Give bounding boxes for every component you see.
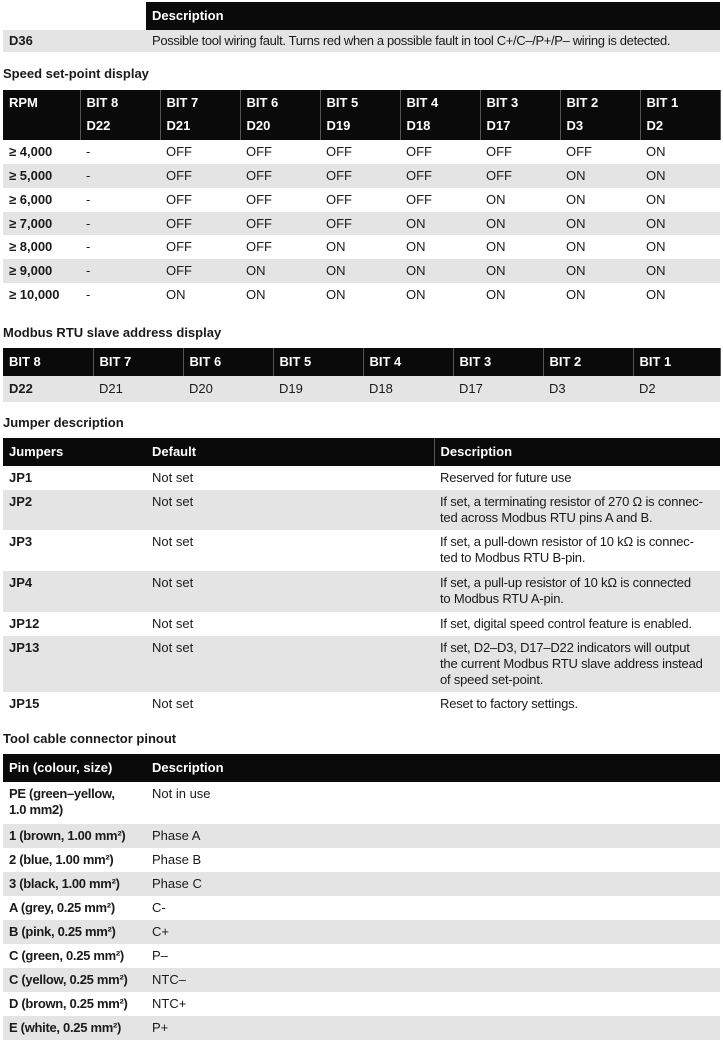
table-header-row [3, 438, 720, 466]
column-header: BIT 3 [453, 348, 543, 376]
rpm-cell: ≥ 10,000 [9, 287, 60, 302]
table-header-row [3, 90, 720, 116]
column-header: BIT 4 [400, 90, 480, 116]
table-header-row [3, 2, 720, 30]
description-cell [434, 692, 720, 716]
table-row [3, 140, 720, 164]
default-cell: Not set [146, 636, 434, 692]
pinout-table-title: Tool cable connector pinout [3, 731, 177, 746]
column-header: Description [146, 754, 720, 782]
description-cell [434, 466, 720, 490]
column-subheader: D21 [160, 116, 240, 140]
pin-line: B (pink, 0.25 mm²) [9, 924, 116, 939]
column-header: BIT 7 [93, 348, 183, 376]
bit-state-cell: OFF [160, 164, 240, 188]
table-header-row [3, 116, 720, 140]
pin-line: D (brown, 0.25 mm²) [9, 996, 128, 1011]
indicator-cell: D22 [3, 376, 93, 402]
description-cell [434, 636, 720, 692]
table-row [3, 30, 720, 52]
bit-state-cell: OFF [166, 239, 192, 254]
bit-state-cell: OFF [326, 192, 352, 207]
bit-state-cell: OFF [320, 164, 400, 188]
description-cell: Phase C [146, 872, 720, 896]
table-row [3, 466, 720, 490]
column-header: BIT 8 [80, 90, 160, 116]
indicator-cell: D21 [93, 376, 183, 402]
default-cell: Not set [152, 696, 194, 711]
description-line: to Modbus RTU A-pin. [440, 591, 564, 606]
indicator-cell: D2 [633, 376, 720, 402]
pin-cell [3, 992, 146, 1016]
bit-state-cell: ON [646, 287, 666, 302]
default-cell: Not set [146, 571, 434, 612]
modbus-table-title: Modbus RTU slave address display [3, 325, 222, 340]
bit-state-cell: OFF [406, 192, 432, 207]
column-header: BIT 2 [543, 348, 633, 376]
table-row [3, 212, 720, 235]
column-header: Description [434, 438, 720, 466]
bit-state-cell: OFF [566, 144, 592, 159]
pin-cell [3, 872, 146, 896]
pin-line: E (white, 0.25 mm²) [9, 1020, 122, 1035]
bit-state-cell: - [86, 192, 91, 207]
bit-state-cell: - [86, 287, 91, 302]
column-subheader: D20 [240, 116, 320, 140]
pinout-table [3, 754, 720, 1040]
table-row [3, 1016, 720, 1040]
pin-cell [3, 896, 146, 920]
bit-state-cell: ON [646, 239, 666, 254]
table-row [3, 164, 720, 188]
bit-state-cell: ON [480, 259, 560, 283]
jumper-description-table [3, 438, 720, 716]
bit-state-cell: ON [400, 212, 480, 235]
bit-state-cell: OFF [486, 144, 512, 159]
table-row [3, 188, 720, 212]
table-row [3, 612, 720, 636]
description-line: of speed set-point. [440, 672, 544, 687]
description-cell: Not in use [152, 786, 211, 801]
description-cell: NTC– [146, 968, 720, 992]
jumper-cell: JP12 [9, 616, 40, 631]
table-row [3, 235, 720, 259]
speed-table-title: Speed set-point display [3, 66, 149, 81]
column-subheader: D19 [320, 116, 400, 140]
description-cell: C+ [146, 920, 720, 944]
column-subheader: D3 [560, 116, 640, 140]
column-header: BIT 6 [240, 90, 320, 116]
jumper-cell: JP3 [9, 534, 33, 549]
jumper-cell: JP15 [9, 696, 40, 711]
indicator-cell: D18 [363, 376, 453, 402]
description-cell [434, 612, 720, 636]
pin-cell [3, 944, 146, 968]
description-line: ted across Modbus RTU pins A and B. [440, 510, 653, 525]
column-subheader: D22 [80, 116, 160, 140]
column-header: BIT 8 [3, 348, 93, 376]
bit-state-cell: OFF [400, 164, 480, 188]
bit-state-cell: ON [646, 144, 666, 159]
jumper-table-title: Jumper description [3, 415, 124, 430]
bit-state-cell: ON [406, 239, 426, 254]
bit-state-cell: ON [560, 212, 640, 235]
bit-state-cell: OFF [240, 164, 320, 188]
table-row [3, 992, 720, 1016]
bit-state-cell: OFF [246, 239, 272, 254]
column-header: BIT 6 [183, 348, 273, 376]
indicator-cell: D20 [183, 376, 273, 402]
pin-cell [3, 968, 146, 992]
description-cell [434, 530, 720, 571]
table-row [3, 782, 720, 824]
table-row [3, 376, 720, 402]
column-header: BIT 4 [363, 348, 453, 376]
description-line: If set, a pull-up resistor of 10 kΩ is connected [440, 575, 691, 590]
bit-state-cell: - [80, 164, 160, 188]
pin-line: A (grey, 0.25 mm²) [9, 900, 115, 915]
description-cell: P+ [146, 1016, 720, 1040]
pin-line: C (green, 0.25 mm²) [9, 948, 124, 963]
pin-line: 2 (blue, 1.00 mm²) [9, 852, 114, 867]
bit-state-cell: ON [640, 259, 720, 283]
bit-state-cell: ON [640, 212, 720, 235]
description-cell: C- [152, 900, 166, 915]
table-row [3, 920, 720, 944]
indicator-cell: D19 [273, 376, 363, 402]
description-line: the current Modbus RTU slave address instead [440, 656, 703, 671]
table-row [3, 530, 720, 571]
bit-state-cell: ON [486, 192, 506, 207]
bit-state-cell: OFF [406, 144, 432, 159]
bit-state-cell: - [86, 239, 91, 254]
column-header: Jumpers [3, 438, 146, 466]
pin-cell [3, 824, 146, 848]
description-cell: P– [152, 948, 168, 963]
bit-state-cell: - [80, 212, 160, 235]
bit-state-cell: ON [646, 192, 666, 207]
default-cell: Not set [146, 490, 434, 530]
description-cell: Phase A [146, 824, 720, 848]
table-row [3, 692, 720, 716]
speed-setpoint-table [3, 90, 721, 307]
pin-line: PE (green–yellow, [9, 786, 115, 801]
table-row [3, 571, 720, 612]
description-cell: Phase B [152, 852, 202, 867]
description-cell [434, 571, 720, 612]
rpm-cell: ≥ 6,000 [9, 192, 53, 207]
pin-cell [3, 1016, 146, 1040]
table-row [3, 824, 720, 848]
pin-cell [3, 848, 146, 872]
bit-state-cell: - [80, 259, 160, 283]
column-header: BIT 3 [480, 90, 560, 116]
blank-header-cell [3, 2, 146, 30]
column-subheader: D17 [480, 116, 560, 140]
pin-line: 3 (black, 1.00 mm²) [9, 876, 120, 891]
description-line: Reset to factory settings. [440, 696, 578, 711]
bit-state-cell: ON [326, 287, 346, 302]
column-header: BIT 5 [320, 90, 400, 116]
bit-state-cell: ON [566, 192, 586, 207]
column-header: Description [146, 2, 720, 30]
column-header: Pin (colour, size) [3, 754, 146, 782]
bit-state-cell: OFF [326, 144, 352, 159]
bit-state-cell: ON [240, 259, 320, 283]
table-row [3, 848, 720, 872]
column-subheader [3, 116, 80, 140]
bit-state-cell: OFF [240, 212, 320, 235]
description-line: Reserved for future use [440, 470, 572, 485]
bit-state-cell: ON [400, 259, 480, 283]
pin-line: C (yellow, 0.25 mm²) [9, 972, 128, 987]
rpm-cell: ≥ 8,000 [9, 239, 53, 254]
bit-state-cell: ON [320, 259, 400, 283]
rpm-cell: ≥ 7,000 [3, 212, 80, 235]
d36-table [3, 2, 720, 52]
column-header: BIT 7 [160, 90, 240, 116]
jumper-cell: JP2 [3, 490, 146, 530]
table-row [3, 283, 720, 307]
column-header: BIT 5 [273, 348, 363, 376]
column-header: Default [146, 438, 434, 466]
default-cell: Not set [152, 616, 194, 631]
bit-state-cell: ON [406, 287, 426, 302]
rpm-cell: ≥ 5,000 [3, 164, 80, 188]
column-header: BIT 1 [633, 348, 720, 376]
bit-state-cell: OFF [480, 164, 560, 188]
jumper-cell: JP4 [3, 571, 146, 612]
column-header: RPM [3, 90, 80, 116]
rpm-cell: ≥ 9,000 [3, 259, 80, 283]
bit-state-cell: ON [166, 287, 186, 302]
description-line: If set, a terminating resistor of 270 Ω is connec- [440, 494, 703, 509]
description-cell: NTC+ [152, 996, 187, 1011]
description-line: If set, a pull-down resistor of 10 kΩ is connec- [440, 534, 694, 549]
jumper-cell: JP1 [9, 470, 33, 485]
description-line: If set, digital speed control feature is enabled. [440, 616, 692, 631]
pin-cell [3, 782, 146, 824]
description-cell: Possible tool wiring fault. Turns red when a possible fault in tool C+/C–/P+/P– wiring is detected. [146, 30, 720, 52]
table-row [3, 259, 720, 283]
pin-line: 1.0 mm2) [9, 802, 63, 817]
code-cell: D36 [3, 30, 146, 52]
bit-state-cell: ON [480, 212, 560, 235]
bit-state-cell: OFF [246, 192, 272, 207]
default-cell: Not set [152, 470, 194, 485]
table-row [3, 944, 720, 968]
column-subheader: D2 [640, 116, 720, 140]
description-cell [434, 490, 720, 530]
table-header-row [3, 754, 720, 782]
bit-state-cell: ON [486, 239, 506, 254]
table-row [3, 968, 720, 992]
bit-state-cell: ON [560, 164, 640, 188]
table-row [3, 872, 720, 896]
bit-state-cell: OFF [166, 192, 192, 207]
bit-state-cell: ON [566, 287, 586, 302]
modbus-address-table [3, 348, 721, 402]
bit-state-cell: OFF [320, 212, 400, 235]
bit-state-cell: ON [560, 259, 640, 283]
pin-line: 1 (brown, 1.00 mm²) [9, 828, 126, 843]
bit-state-cell: ON [486, 287, 506, 302]
description-line: If set, D2–D3, D17–D22 indicators will output [440, 640, 690, 655]
table-row [3, 490, 720, 530]
bit-state-cell: - [86, 144, 91, 159]
bit-state-cell: ON [566, 239, 586, 254]
column-header: BIT 1 [640, 90, 720, 116]
bit-state-cell: OFF [160, 259, 240, 283]
bit-state-cell: ON [246, 287, 266, 302]
table-row [3, 636, 720, 692]
indicator-cell: D17 [453, 376, 543, 402]
jumper-cell: JP13 [3, 636, 146, 692]
bit-state-cell: OFF [246, 144, 272, 159]
column-subheader: D18 [400, 116, 480, 140]
table-header-row [3, 348, 720, 376]
table-row [3, 896, 720, 920]
column-header: BIT 2 [560, 90, 640, 116]
default-cell: Not set [152, 534, 194, 549]
bit-state-cell: ON [326, 239, 346, 254]
bit-state-cell: OFF [160, 212, 240, 235]
rpm-cell: ≥ 4,000 [9, 144, 53, 159]
description-line: ted to Modbus RTU B-pin. [440, 550, 586, 565]
indicator-cell: D3 [543, 376, 633, 402]
bit-state-cell: ON [640, 164, 720, 188]
bit-state-cell: OFF [166, 144, 192, 159]
pin-cell [3, 920, 146, 944]
